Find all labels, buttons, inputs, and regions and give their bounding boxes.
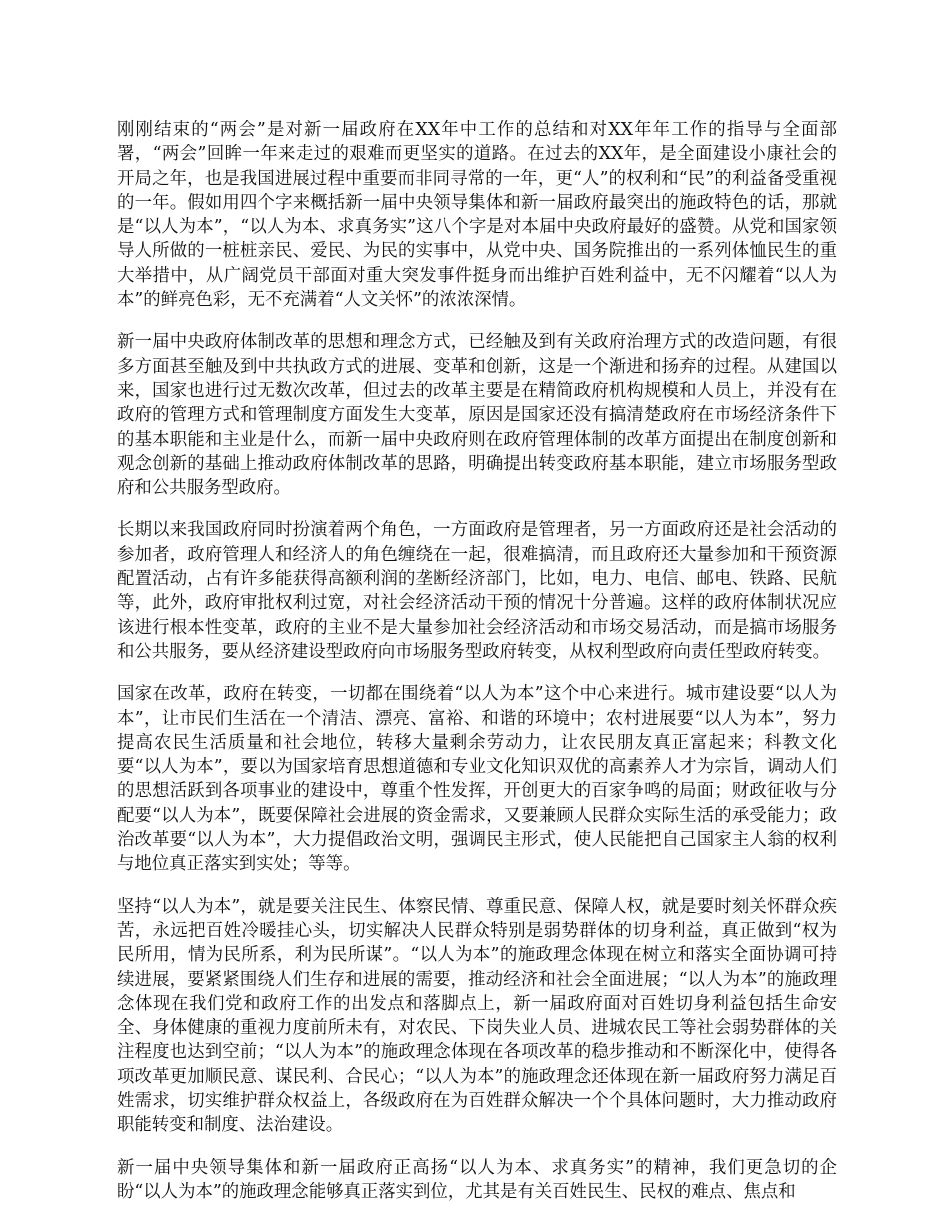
paragraph-3: 长期以来我国政府同时扮演着两个角色，一方面政府是管理者，另一方面政府还是社会活动的参加者，政府管理人和经济人的角色缠绕在一起，很难搞清，而且政府还大量参加和干预资源配置活动，占有许多能获得高额利润的垄断经济部门，比如，电力、电信、邮电、铁路、民航等，此外，政府审批权利过宽，对社会经济活动干预的情况十分普遍。这样的政府体制状况应该进行根本性变革，政府的主业不是大量参加社会经济活动和市场交易活动，而是搞市场服务和公共服务，要从经济建设型政府向市场服务型政府转变，从权利型政府向责任型政府转变。 (117, 520, 837, 662)
document-page (117, 118, 837, 1222)
paragraph-1: 刚刚结束的“两会”是对新一届政府在XX年中工作的总结和对XX年年工作的指导与全面部署，“两会”回眸一年来走过的艰难而更坚实的道路。在过去的XX年，是全面建设小康社会的开局之年，也是我国进展过程中重要而非同寻常的一年，更“人”的权利和“民”的利益备受重视的一年。假如用四个字来概括新一届中央领导集体和新一届政府最突出的施政特色的话，那就是“以人为本”，“以人为本、求真务实”这八个字是对本届中央政府最好的盛赞。从党和国家领导人所做的一桩桩亲民、爱民、为民的实事中，从党中央、国务院推出的一系列体恤民生的重大举措中，从广阔党员干部面对重大突发事件挺身而出维护百姓利益中，无不闪耀着“以人为本”的鲜亮色彩，无不充满着“人文关怀”的浓浓深情。 (117, 120, 837, 311)
paragraph-6: 新一届中央领导集体和新一届政府正高扬“以人为本、求真务实”的精神，我们更急切的企盼“以人为本”的施政理念能够真正落实到位，尤其是有关百姓民生、民权的难点、焦点和 (117, 1157, 837, 1202)
paragraph-5: 坚持“以人为本”，就是要关注民生、体察民情、尊重民意、保障人权，就是要时刻关怀群众疾苦，永远把百姓冷暖挂心头，切实解决人民群众特别是弱势群体的切身利益，真正做到“权为民所用，情为民所系，利为民所谋”。“以人为本”的施政理念体现在树立和落实全面协调可持续进展，要紧紧围绕人们生存和进展的需要，推动经济和社会全面进展；“以人为本”的施政理念体现在我们党和政府工作的出发点和落脚点上，新一届政府面对百姓切身利益包括生命安全、身体健康的重视力度前所未有，对农民、下岗失业人员、进城农民工等社会弱势群体的关注程度也达到空前；“以人为本”的施政理念体现在各项改革的稳步推动和不断深化中，使得各项改革更加顺民意、谋民利、合民心；“以人为本”的施政理念还体现在新一届政府努力满足百姓需求，切实维护群众权益上，各级政府在为百姓群众解决一个个具体问题时，大力推动政府职能转变和制度、法治建设。 (117, 896, 837, 1136)
paragraph-4: 国家在改革，政府在转变，一切都在围绕着“以人为本”这个中心来进行。城市建设要“以人为本”，让市民们生活在一个清洁、漂亮、富裕、和谐的环境中；农村进展要“以人为本”，努力提高农民生活质量和社会地位，转移大量剩余劳动力，让农民朋友真正富起来；科教文化要“以人为本”，要以为国家培育思想道德和专业文化知识双优的高素养人才为宗旨，调动人们的思想活跃到各项事业的建设中，尊重个性发挥，开创更大的百家争鸣的局面；财政征收与分配要“以人为本”，既要保障社会进展的资金需求，又要兼顾人民群众实际生活的承受能力；政治改革要“以人为本”，大力提倡政治文明，强调民主形式，使人民能把自己国家主人翁的权利与地位真正落实到实处；等等。 (117, 684, 837, 875)
paragraph-2: 新一届中央政府体制改革的思想和理念方式，已经触及到有关政府治理方式的改造问题，有很多方面甚至触及到中共执政方式的进展、变革和创新，这是一个渐进和扬弃的过程。从建国以来，国家也进行过无数次改革，但过去的改革主要是在精简政府机构规模和人员上，并没有在政府的管理方式和管理制度方面发生大变革，原因是国家还没有搞清楚政府在市场经济条件下的基本职能和主业是什么，而新一届中央政府则在政府管理体制的改革方面提出在制度创新和观念创新的基础上推动政府体制改革的思路，明确提出转变政府基本职能，建立市场服务型政府和公共服务型政府。 (117, 332, 837, 499)
